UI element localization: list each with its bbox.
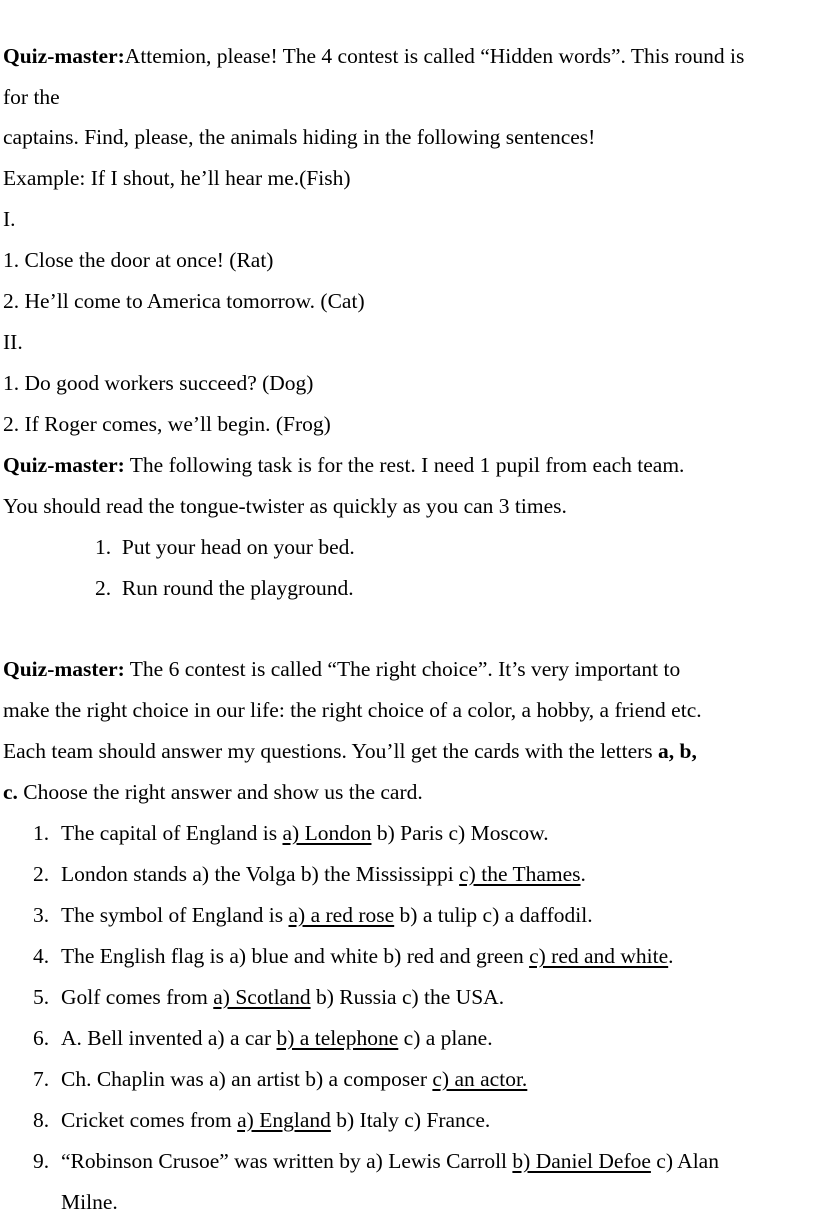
intro-text: Attemion, please! The 4 contest is called “Hidden words”. This round is — [124, 44, 745, 68]
contest-6-line-1 — [3, 656, 680, 682]
task-text: The following task is for the rest. I need 1 pupil from each team. — [124, 453, 685, 477]
task-line-1 — [3, 452, 684, 478]
question-text: A. Bell invented a) a car — [61, 1026, 277, 1050]
item-number: 2. — [95, 576, 112, 600]
correct-answer: a) London — [282, 821, 372, 845]
question-number: 7. — [33, 1067, 50, 1091]
item-text: Run round the playground. — [121, 576, 354, 600]
question-text: London stands a) the Volga b) the Mississippi — [61, 862, 460, 886]
question-text: “Robinson Crusoe” was written by a) Lewis Carroll — [61, 1149, 513, 1173]
correct-answer: c) the Thames — [459, 862, 581, 886]
correct-answer: a) England — [237, 1108, 331, 1132]
speaker-label: Quiz-master: — [3, 453, 125, 477]
item-text: Put your head on your bed. — [121, 535, 355, 559]
round-2-item — [3, 411, 331, 437]
question-text: Golf comes from — [61, 985, 214, 1009]
question-text: b) Paris c) Moscow. — [371, 821, 549, 845]
speaker-label: Quiz-master: — [3, 44, 125, 68]
item-number: 1. — [3, 371, 20, 395]
question-item — [33, 902, 593, 928]
question-number: 6. — [33, 1026, 50, 1050]
question-item — [33, 1066, 527, 1092]
question-number: 9. — [33, 1149, 50, 1173]
correct-answer: a) Scotland — [213, 985, 311, 1009]
question-text: c) a plane. — [398, 1026, 493, 1050]
question-continuation: Milne. — [61, 1190, 118, 1214]
contest-6-line-4 — [3, 779, 423, 805]
card-letters: c. — [3, 780, 18, 804]
question-text: b) a tulip c) a daffodil. — [394, 903, 593, 927]
item-text: He’ll come to America tomorrow. (Cat) — [24, 289, 365, 313]
round-1-label: I. — [3, 207, 16, 231]
round-2-item — [3, 370, 313, 396]
item-number: 2. — [3, 289, 20, 313]
question-item — [33, 820, 549, 846]
question-number: 4. — [33, 944, 50, 968]
correct-answer: c) red and white — [529, 944, 669, 968]
question-item — [33, 1148, 719, 1174]
round-1-item — [3, 247, 273, 273]
question-text: Ch. Chaplin was a) an artist b) a composer — [61, 1067, 433, 1091]
question-number: 3. — [33, 903, 50, 927]
question-text: . — [668, 944, 674, 968]
item-number: 1. — [95, 535, 112, 559]
item-text: Close the door at once! (Rat) — [24, 248, 274, 272]
round-2-label: II. — [3, 330, 23, 354]
question-number: 8. — [33, 1108, 50, 1132]
item-text: If Roger comes, we’ll begin. (Frog) — [24, 412, 331, 436]
correct-answer: c) an actor. — [432, 1067, 528, 1091]
question-number: 2. — [33, 862, 50, 886]
correct-answer: b) Daniel Defoe — [512, 1149, 651, 1173]
correct-answer: b) a telephone — [276, 1026, 399, 1050]
tongue-twister-item — [95, 575, 354, 601]
intro-line-3: captains. Find, please, the animals hiding in the following sentences! — [3, 125, 596, 149]
item-number: 2. — [3, 412, 20, 436]
question-item — [33, 861, 586, 887]
question-item — [33, 1107, 490, 1133]
contest-6-line-3 — [3, 738, 697, 764]
round-1-item — [3, 288, 365, 314]
contest-6-line-2: make the right choice in our life: the right choice of a color, a hobby, a friend etc. — [3, 698, 702, 722]
question-item — [33, 1025, 493, 1051]
question-text: The English flag is a) blue and white b) red and green — [61, 944, 530, 968]
question-number: 5. — [33, 985, 50, 1009]
question-item — [33, 943, 674, 969]
intro-line-2: for the — [3, 85, 60, 109]
intro-line-1 — [3, 43, 744, 69]
tongue-twister-item — [95, 534, 355, 560]
question-number: 1. — [33, 821, 50, 845]
item-number: 1. — [3, 248, 20, 272]
contest-6-text: The 6 contest is called “The right choice”. It’s very important to — [124, 657, 681, 681]
example-line: Example: If I shout, he’ll hear me.(Fish) — [3, 166, 351, 190]
question-text: b) Italy c) France. — [330, 1108, 491, 1132]
contest-6-text: Choose the right answer and show us the card. — [17, 780, 423, 804]
question-text: . — [580, 862, 586, 886]
contest-6-text: Each team should answer my questions. You’ll get the cards with the letters — [3, 739, 659, 763]
question-text: Cricket comes from — [61, 1108, 238, 1132]
question-text: The symbol of England is — [61, 903, 289, 927]
correct-answer: a) a red rose — [288, 903, 395, 927]
card-letters: a, b, — [658, 739, 697, 763]
item-text: Do good workers succeed? (Dog) — [24, 371, 314, 395]
task-line-2: You should read the tongue-twister as quickly as you can 3 times. — [3, 494, 567, 518]
question-item — [33, 984, 504, 1010]
speaker-label: Quiz-master: — [3, 657, 125, 681]
question-text: c) Alan — [650, 1149, 719, 1173]
question-text: b) Russia c) the USA. — [310, 985, 505, 1009]
question-text: The capital of England is — [61, 821, 283, 845]
